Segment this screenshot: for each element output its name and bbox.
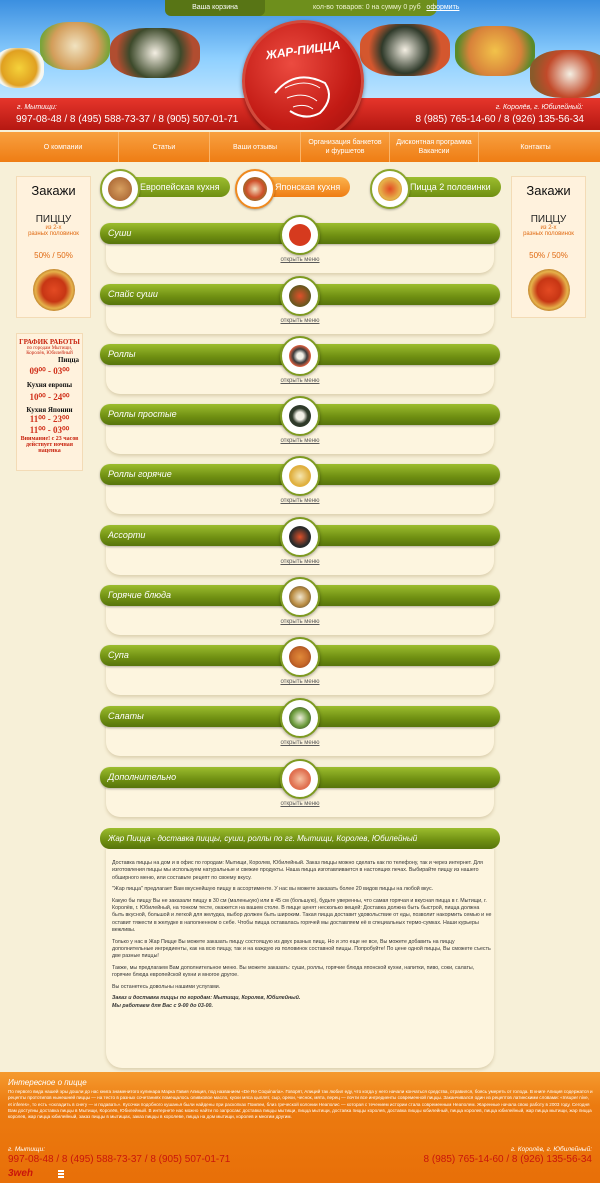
kitchen-tab-label: Японская кухня [253, 177, 350, 197]
schedule-japan-label: Кухня Японии [26, 406, 73, 414]
open-menu-link[interactable]: открыть меню [280, 801, 320, 807]
schedule-pizza-time: 09⁰⁰ - 03⁰⁰ [29, 366, 70, 376]
food-photo-center-left [110, 28, 200, 78]
category-rolls [100, 344, 500, 392]
promo-left[interactable] [16, 176, 91, 318]
category-simple-rolls [100, 404, 500, 452]
header [0, 0, 600, 130]
category-label: Ассорти [108, 530, 146, 540]
info-paragraph: Также, мы предлагаем Вам дополнительное меню. Вы можете заказать: суши, роллы, горячие блюда японской кухни, напитки, пиво, соки, салаты, горячие блюда европейской кухни и многое другое. [112, 964, 475, 979]
kitchen-tab-label: Европейская кухня [118, 177, 230, 197]
info-title: Жар Пицца - доставка пиццы, суши, роллы по гг. Мытищи, Королев, Юбилейный [108, 834, 418, 843]
right-city: г. Королёв, г. Юбилейный: [495, 104, 583, 111]
footer-left-phones: 997-08-48 / 8 (495) 588-73-37 / 8 (905) 507-01-71 [8, 1154, 231, 1165]
nav-item-discount[interactable]: Дисконтная программа Вакансии [390, 132, 479, 162]
promo-pizza: ПИЦЦУ [35, 214, 72, 225]
food-plate-icon [280, 637, 320, 677]
category-extra [100, 767, 500, 815]
category-soups [100, 645, 500, 693]
promo-ratio: 50% / 50% [529, 251, 568, 260]
category-hot-rolls [100, 464, 500, 512]
promo-title: Закажи [31, 183, 76, 198]
schedule-box [16, 333, 83, 471]
schedule-warning: Внимание! с 23 часов действует ночная наценка [20, 436, 79, 454]
promo-ratio: 50% / 50% [34, 251, 73, 260]
food-plate-icon [280, 577, 320, 617]
category-sushi [100, 223, 500, 271]
open-menu-link[interactable]: открыть меню [280, 619, 320, 625]
category-label: Роллы горячие [108, 469, 172, 479]
category-hot-dishes [100, 585, 500, 633]
category-assorted [100, 525, 500, 573]
schedule-japan-time-2: 11⁰⁰ - 03⁰⁰ [29, 425, 70, 435]
promo-title: Закажи [526, 183, 571, 198]
nav-item-banquets[interactable]: Организация банкетов и фуршетов [301, 132, 390, 162]
category-salads [100, 706, 500, 754]
cart-info [313, 0, 459, 16]
open-menu-link[interactable]: открыть меню [280, 318, 320, 324]
pizza-image [528, 269, 570, 311]
info-card [106, 846, 494, 1068]
open-menu-link[interactable]: открыть меню [280, 378, 320, 384]
footer-right-city: г. Королёв, г. Юбилейный: [510, 1146, 592, 1153]
schedule-heading: ГРАФИК РАБОТЫ [19, 338, 80, 346]
cart-tab[interactable]: Ваша корзина [165, 0, 265, 16]
promo-from: из 2-х [45, 225, 62, 231]
food-plate-icon [280, 276, 320, 316]
food-photo-far-right [530, 50, 600, 98]
cart-summary: кол-во товаров: 0 на сумму 0 руб [313, 4, 421, 11]
logo[interactable] [242, 20, 364, 130]
food-plate-icon [280, 456, 320, 496]
category-label: Салаты [108, 711, 144, 721]
info-paragraph: Заказ и доставка пиццы по городам: Мытищи, Королев, Юбилейный. [112, 995, 301, 1002]
left-city: г. Мытищи: [17, 104, 57, 111]
promo-pizza: ПИЦЦУ [530, 214, 567, 225]
cart-bar [165, 0, 460, 16]
nav-item-about[interactable]: О компании [8, 132, 119, 162]
food-plate-icon [370, 169, 410, 209]
promo-halves: разных половинок [523, 231, 574, 237]
food-plate-icon [280, 215, 320, 255]
open-menu-link[interactable]: открыть меню [280, 438, 320, 444]
info-paragraph: "Жар пицца" предлагает Вам вкуснейшую пиццу в ассортименте. У нас вы можете заказать более 20 видов пиццы на любой вкус. [112, 886, 434, 893]
schedule-europe-time: 10⁰⁰ - 24⁰⁰ [29, 392, 70, 402]
category-label: Суши [108, 228, 132, 238]
soup-bowl-image [0, 48, 44, 88]
food-plate-icon [280, 396, 320, 436]
footer-right-phones: 8 (985) 765-14-60 / 8 (926) 135-56-34 [423, 1154, 592, 1165]
promo-from: из 2-х [540, 225, 557, 231]
open-menu-link[interactable]: открыть меню [280, 679, 320, 685]
promo-right[interactable] [511, 176, 586, 318]
footer [0, 1072, 600, 1183]
nav-item-contacts[interactable]: Контакты [520, 143, 551, 151]
promo-halves: разных половинок [28, 231, 79, 237]
open-menu-link[interactable]: открыть меню [280, 740, 320, 746]
info-paragraph: Какую бы пиццу Вы не заказали пиццу в 30 см (маленькую) или в 45 см (большую), будьте уверенны, что самая горячая и вкусная пицца в г. Мытищи, г. Королёв, г. Юбилейный, на тонком тесте, окажется на вашем столе. В пицце ценят несколько вещей: Доставка должна быть быстрой, пицца должна быть вкусной, большой и легкой для желудка, выбор должен быть широким. Такая пицца доставит удовольствие от еды, позволит накормить семью и не оставит тяжести в желудке в наполненном о себе. Чтобы пицца оставалась горячей мы доставляем её в специальных термо-сумках. Наши курьеры вежливы. [112, 897, 492, 934]
studio-logo[interactable]: 3weh [8, 1168, 34, 1179]
open-menu-link[interactable]: открыть меню [280, 559, 320, 565]
checkout-link[interactable]: оформить [426, 4, 460, 11]
food-plate-icon [235, 169, 275, 209]
open-menu-link[interactable]: открыть меню [280, 498, 320, 504]
food-plate-icon [280, 759, 320, 799]
footer-heading: Интересное о пицце [8, 1078, 87, 1087]
schedule-pizza-label: Пицца [57, 356, 79, 364]
category-label: Спайс суши [108, 289, 158, 299]
info-body [112, 860, 492, 1010]
schedule-europe-label: Кухня европы [26, 381, 73, 389]
schedule-subheading: по городам Мытищи, Королёв, Юбилейный [26, 346, 73, 356]
food-plate-icon [280, 517, 320, 557]
kitchen-tab-label: Пицца 2 половинки [388, 177, 501, 197]
footer-text: По первого вида нашей эры дошли до нас книга знаменитого кулинара Марка Гавия Апиция, под названием «De Re Coquinaria». Говорят, Апиций так любил еду, что когда у него начали кончаться средства, отравился, боясь умереть от голода. В книге Апиция содержатся и рецепты прототипов нынешней пиццы — на тесто в разных сочетаниях помещалось оливковое масло, куски мяса цыплят, сыр, орехи, чеснок, мята, перец — почти все ингредиенты современной пиццы. Заканчивался один из рецептов латинскими словами: «Insuper nive, et inferes», то есть «охладить в снегу — и подавать». Кусочки подобного кушанья были найдены при раскопках Помпеи, близ греческой колонии Неаполис — которая с течением истории стала современным Неаполем. Жаренные начала свою работу в 2003 году. Сегодня Вам доступны доставка пиццы в Мытищи, Королёв, Юбилейный. В интернете нас можно найти по запросам: доставка пиццы мытищи, пицца мытищи, доставка пиццы королев, доставка пиццы юбилейный, пицца королев, пицца юбилейный, жар пицца мытищи, жар пицца королев, жар пицца юбилейный, заказ пиццы в мытищах, заказ пиццы в королеве, пицца на дом мытищи, королев и многим другим. [8, 1089, 593, 1120]
info-paragraph: Только у нас в Жар Пицце Вы можете заказать пиццу состоящую из двух разных пицц. Но и это еще не все, Вы можете добавить на пиццу дополнительные ингредиенты, как на всю пиццу, так и на каждую из половинок составной пиццы. Попробуйте! По цене одной пиццы, Вы сможете съесть две разные пиццы! [112, 938, 491, 960]
counter-icon [58, 1170, 64, 1179]
info-article [100, 828, 500, 1068]
food-photo-center-right [360, 24, 450, 76]
info-paragraph: Вы останетесь довольны нашими услугами. [112, 983, 221, 990]
left-phones: 997-08-48 / 8 (495) 588-73-37 / 8 (905) 507-01-71 [16, 114, 239, 125]
nav-item-articles[interactable]: Статьи [119, 132, 210, 162]
food-photo-right [455, 26, 535, 76]
footer-left-city: г. Мытищи: [8, 1146, 45, 1153]
food-plate-icon [280, 698, 320, 738]
info-title-bar [100, 828, 500, 849]
category-label: Роллы [108, 349, 136, 359]
category-spice-sushi [100, 284, 500, 332]
food-photo-left [40, 22, 110, 70]
main-nav [0, 132, 600, 162]
category-label: Супа [108, 650, 129, 660]
nav-item-reviews[interactable]: Ваши отзывы [210, 132, 301, 162]
category-label: Горячие блюда [108, 590, 171, 600]
pizza-image [33, 269, 75, 311]
logo-text: ЖАР-ПИЦЦА [264, 37, 342, 63]
schedule-japan-time-1: 11⁰⁰ - 23⁰⁰ [29, 414, 70, 424]
right-phones: 8 (985) 765-14-60 / 8 (926) 135-56-34 [415, 114, 584, 125]
food-plate-icon [100, 169, 140, 209]
category-label: Роллы простые [108, 409, 177, 419]
open-menu-link[interactable]: открыть меню [280, 257, 320, 263]
info-paragraph: Доставка пиццы на дом и в офис по городам: Мытищи, Королев, Юбилейный. Заказ пиццы можно сделать как по телефону, так и через интернет. Для изготовления пиццы мы используем натуральные и свежие продукты. Наша пицца изготавливается в настоящих печах. Выбирайте пиццу из нашего обширного меню, или составьте рецепт по своему вкусу. [112, 860, 483, 881]
category-label: Дополнительно [108, 772, 177, 782]
info-paragraph: Мы работаем для Вас с 9-00 до 03-00. [112, 1002, 213, 1009]
shrimp-icon [265, 63, 341, 123]
food-plate-icon [280, 336, 320, 376]
